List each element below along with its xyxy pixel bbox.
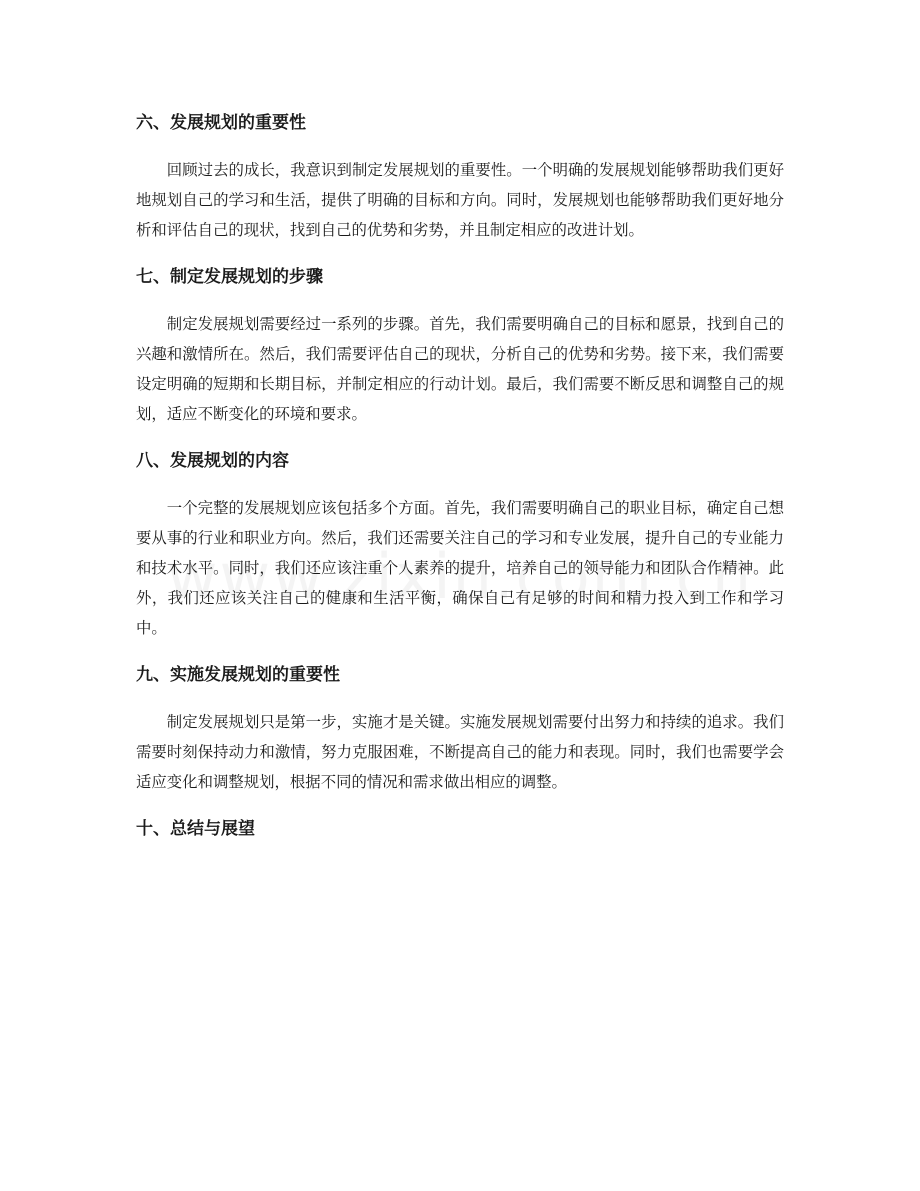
section-steps (136, 262, 784, 429)
section-paragraph: 一个完整的发展规划应该包括多个方面。首先，我们需要明确自己的职业目标，确定自己想要从事的行业和职业方向。然后，我们还需要关注自己的学习和专业发展，提升自己的专业能力和技术水平。同时，我们还应该注重个人素养的提升，培养自己的领导能力和团队合作精神。此外，我们还应该关注自己的健康和生活平衡，确保自己有足够的时间和精力投入到工作和学习中。 (136, 499, 784, 637)
section-importance (136, 108, 784, 245)
section-heading: 七、制定发展规划的步骤 (136, 267, 323, 287)
section-heading: 十、总结与展望 (136, 819, 255, 839)
section-heading: 九、实施发展规划的重要性 (136, 665, 340, 685)
section-paragraph: 回顾过去的成长，我意识到制定发展规划的重要性。一个明确的发展规划能够帮助我们更好地规划自己的学习和生活，提供了明确的目标和方向。同时，发展规划也能够帮助我们更好地分析和评估自己的现状，找到自己的优势和劣势，并且制定相应的改进计划。 (136, 161, 784, 239)
section-paragraph: 制定发展规划只是第一步，实施才是关键。实施发展规划需要付出努力和持续的追求。我们需要时刻保持动力和激情，努力克服困难，不断提高自己的能力和表现。同时，我们也需要学会适应变化和调整规划，根据不同的情况和需求做出相应的调整。 (136, 713, 784, 791)
section-heading: 八、发展规划的内容 (136, 451, 289, 471)
section-paragraph: 制定发展规划需要经过一系列的步骤。首先，我们需要明确自己的目标和愿景，找到自己的兴趣和激情所在。然后，我们需要评估自己的现状，分析自己的优势和劣势。接下来，我们需要设定明确的短期和长期目标，并制定相应的行动计划。最后，我们需要不断反思和调整自己的规划，适应不断变化的环境和要求。 (136, 315, 784, 423)
section-heading: 六、发展规划的重要性 (136, 113, 306, 133)
section-implementation (136, 660, 784, 797)
section-summary (136, 814, 784, 844)
section-content (136, 446, 784, 643)
document-body (136, 108, 784, 861)
